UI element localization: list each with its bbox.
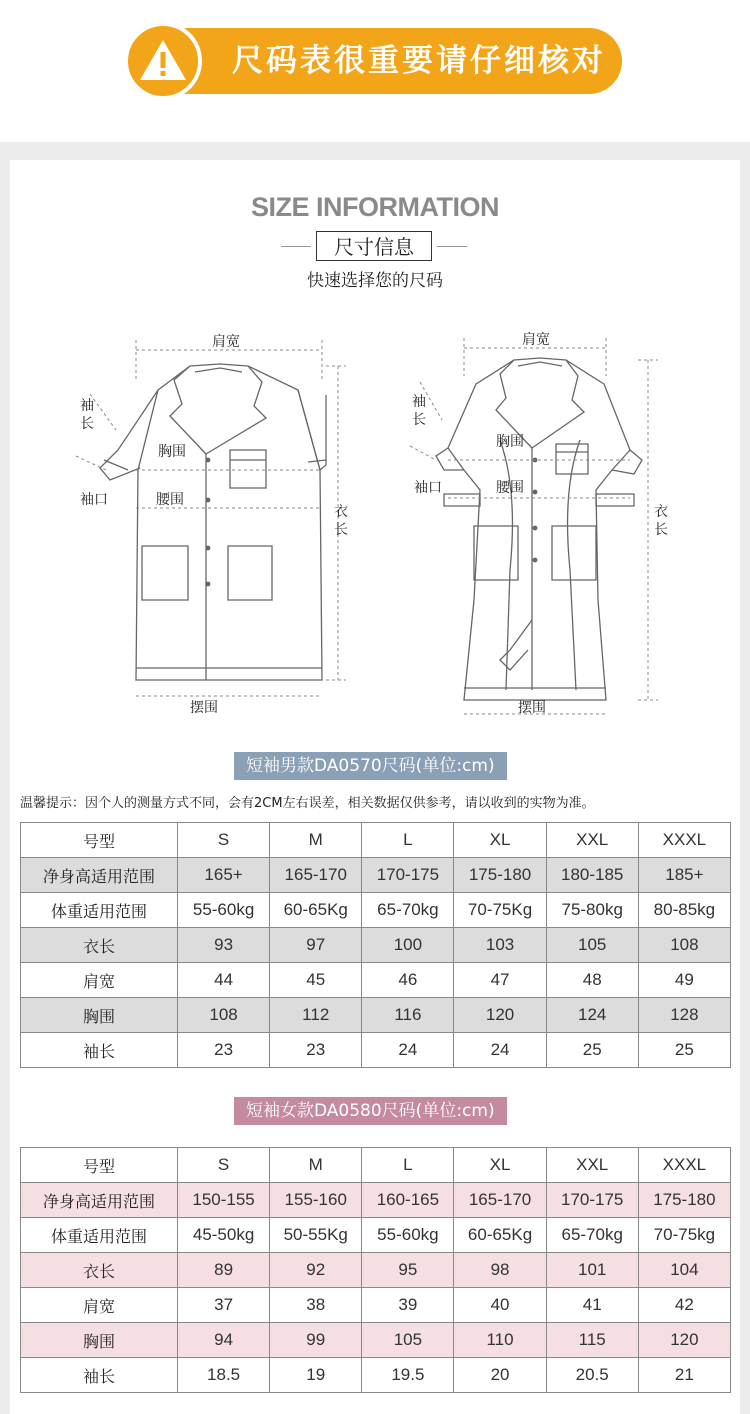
table-row [21, 858, 731, 893]
women-label-length-b: 长 [654, 522, 668, 538]
row-header: 肩宽 [21, 1288, 178, 1323]
table-row [21, 963, 731, 998]
table-cell: 185+ [638, 858, 730, 893]
column-header: M [270, 823, 362, 858]
table-cell: 44 [178, 963, 270, 998]
table-cell: 94 [178, 1323, 270, 1358]
table-cell: 45-50kg [178, 1218, 270, 1253]
table-row [21, 928, 731, 963]
table-row [21, 893, 731, 928]
table-cell: 23 [178, 1033, 270, 1068]
banner-text: 尺码表很重要请仔细核对 [232, 43, 606, 79]
men-label-length-b: 长 [334, 522, 348, 538]
row-header: 净身高适用范围 [21, 1183, 178, 1218]
row-header: 体重适用范围 [21, 893, 178, 928]
table-cell: 39 [362, 1288, 454, 1323]
table-cell: 50-55Kg [270, 1218, 362, 1253]
row-header: 胸围 [21, 998, 178, 1033]
men-label-shoulder: 肩宽 [212, 334, 240, 350]
table-cell: 65-70kg [546, 1218, 638, 1253]
women-table-title: 短袖女款DA0580尺码(单位:cm) [234, 1097, 507, 1125]
table-cell: 180-185 [546, 858, 638, 893]
table-row [21, 1218, 731, 1253]
men-table-title: 短袖男款DA0570尺码(单位:cm) [234, 752, 507, 780]
table-cell: 60-65Kg [270, 893, 362, 928]
women-label-hem: 摆围 [518, 700, 546, 716]
table-cell: 18.5 [178, 1358, 270, 1393]
table-cell: 55-60kg [178, 893, 270, 928]
table-cell: 55-60kg [362, 1218, 454, 1253]
size-tip: 快速选择您的尺码 [307, 271, 443, 291]
men-header-row [21, 823, 731, 858]
men-label-sleeve-a: 袖 [80, 398, 94, 414]
table-cell: 120 [638, 1323, 730, 1358]
table-cell: 89 [178, 1253, 270, 1288]
column-header: XXL [546, 823, 638, 858]
women-size-table [20, 1147, 731, 1393]
table-cell: 25 [546, 1033, 638, 1068]
table-row [21, 1253, 731, 1288]
table-cell: 38 [270, 1288, 362, 1323]
table-cell: 170-175 [546, 1183, 638, 1218]
table-cell: 37 [178, 1288, 270, 1323]
column-header: XXXL [638, 1148, 730, 1183]
warning-banner [0, 0, 750, 142]
column-header: S [178, 1148, 270, 1183]
table-cell: 70-75kg [638, 1218, 730, 1253]
table-cell: 165-170 [454, 1183, 546, 1218]
table-cell: 175-180 [454, 858, 546, 893]
table-cell: 110 [454, 1323, 546, 1358]
table-cell: 49 [638, 963, 730, 998]
column-header: L [362, 823, 454, 858]
table-cell: 75-80kg [546, 893, 638, 928]
row-header: 衣长 [21, 928, 178, 963]
table-cell: 24 [454, 1033, 546, 1068]
table-cell: 92 [270, 1253, 362, 1288]
table-cell: 104 [638, 1253, 730, 1288]
column-header: 号型 [21, 1148, 178, 1183]
table-cell: 19 [270, 1358, 362, 1393]
size-subtitle: 尺寸信息 [316, 231, 432, 261]
row-header: 袖长 [21, 1358, 178, 1393]
table-cell: 170-175 [362, 858, 454, 893]
men-coat-diagram [70, 320, 370, 720]
men-label-chest: 胸围 [158, 444, 186, 460]
table-cell: 112 [270, 998, 362, 1033]
men-label-waist: 腰围 [156, 492, 184, 508]
row-header: 衣长 [21, 1253, 178, 1288]
table-cell: 46 [362, 963, 454, 998]
row-header: 袖长 [21, 1033, 178, 1068]
table-cell: 20.5 [546, 1358, 638, 1393]
table-cell: 24 [362, 1033, 454, 1068]
table-row [21, 1288, 731, 1323]
table-row [21, 1033, 731, 1068]
table-cell: 95 [362, 1253, 454, 1288]
column-header: XXXL [638, 823, 730, 858]
table-cell: 93 [178, 928, 270, 963]
men-label-hem: 摆围 [190, 700, 218, 716]
men-label-sleeve-b: 长 [80, 416, 94, 432]
measurement-notice: 温馨提示：因个人的测量方式不同，会有2CM左右误差，相关数据仅供参考，请以收到的实物为准。 [20, 796, 595, 811]
table-cell: 23 [270, 1033, 362, 1068]
column-header: L [362, 1148, 454, 1183]
row-header: 体重适用范围 [21, 1218, 178, 1253]
women-coat-diagram [400, 320, 700, 720]
table-cell: 60-65Kg [454, 1218, 546, 1253]
table-cell: 124 [546, 998, 638, 1033]
table-cell: 97 [270, 928, 362, 963]
table-cell: 45 [270, 963, 362, 998]
table-row [21, 1323, 731, 1358]
women-label-sleeve-a: 袖 [412, 394, 426, 410]
column-header: XL [454, 823, 546, 858]
row-header: 净身高适用范围 [21, 858, 178, 893]
table-cell: 120 [454, 998, 546, 1033]
table-cell: 21 [638, 1358, 730, 1393]
women-header-row [21, 1148, 731, 1183]
women-label-cuff: 袖口 [414, 480, 442, 496]
table-cell: 40 [454, 1288, 546, 1323]
size-information-title: SIZE INFORMATION [251, 192, 499, 222]
table-cell: 108 [638, 928, 730, 963]
table-cell: 160-165 [362, 1183, 454, 1218]
table-cell: 19.5 [362, 1358, 454, 1393]
men-label-length-a: 衣 [334, 504, 348, 520]
table-cell: 47 [454, 963, 546, 998]
table-cell: 65-70kg [362, 893, 454, 928]
column-header: S [178, 823, 270, 858]
women-label-chest: 胸围 [496, 434, 524, 450]
table-cell: 48 [546, 963, 638, 998]
row-header: 胸围 [21, 1323, 178, 1358]
table-cell: 25 [638, 1033, 730, 1068]
table-cell: 175-180 [638, 1183, 730, 1218]
table-row [21, 1183, 731, 1218]
table-cell: 98 [454, 1253, 546, 1288]
table-cell: 165-170 [270, 858, 362, 893]
table-cell: 115 [546, 1323, 638, 1358]
row-header: 肩宽 [21, 963, 178, 998]
column-header: M [270, 1148, 362, 1183]
men-label-cuff: 袖口 [80, 492, 108, 508]
table-cell: 70-75Kg [454, 893, 546, 928]
table-cell: 150-155 [178, 1183, 270, 1218]
table-cell: 116 [362, 998, 454, 1033]
men-size-table [20, 822, 731, 1068]
table-cell: 99 [270, 1323, 362, 1358]
table-cell: 105 [546, 928, 638, 963]
table-cell: 103 [454, 928, 546, 963]
women-label-length-a: 衣 [654, 504, 668, 520]
table-cell: 165+ [178, 858, 270, 893]
table-cell: 101 [546, 1253, 638, 1288]
column-header: 号型 [21, 823, 178, 858]
table-cell: 20 [454, 1358, 546, 1393]
table-cell: 128 [638, 998, 730, 1033]
table-cell: 42 [638, 1288, 730, 1323]
column-header: XL [454, 1148, 546, 1183]
table-cell: 155-160 [270, 1183, 362, 1218]
table-cell: 80-85kg [638, 893, 730, 928]
women-label-sleeve-b: 长 [412, 412, 426, 428]
table-row [21, 1358, 731, 1393]
women-label-waist: 腰围 [496, 480, 524, 496]
table-row [21, 998, 731, 1033]
table-cell: 105 [362, 1323, 454, 1358]
table-cell: 100 [362, 928, 454, 963]
women-label-shoulder: 肩宽 [522, 332, 550, 348]
column-header: XXL [546, 1148, 638, 1183]
table-cell: 41 [546, 1288, 638, 1323]
warning-icon [124, 22, 202, 100]
table-cell: 108 [178, 998, 270, 1033]
